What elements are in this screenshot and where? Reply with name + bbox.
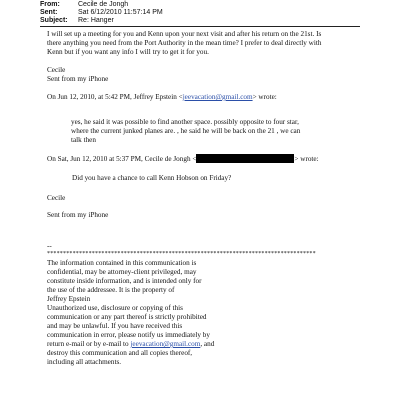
- sent-label: Sent:: [40, 9, 58, 16]
- disclaimer-line: communication in error, please notify us immediately by: [47, 331, 210, 339]
- reply-line: where the current junked planes are. , he said he will be back on the 21 , we can: [71, 127, 301, 135]
- email-link[interactable]: jeevacation@gmail.com: [182, 93, 253, 101]
- sent-from: Sent from my iPhone: [47, 75, 109, 83]
- from-label: From:: [40, 1, 60, 8]
- signature-dashes: --: [47, 242, 52, 250]
- redaction-box: [196, 154, 294, 163]
- subject-value: Re: Hanger: [78, 17, 114, 24]
- disclaimer-line: communication or any part thereof is strictly prohibited: [47, 313, 207, 321]
- reply-line: yes, he said it was possible to find another space. possibly opposite to four star,: [71, 118, 299, 126]
- signature: Cecile: [47, 194, 66, 202]
- sent-from: Sent from my iPhone: [47, 211, 109, 219]
- subject-row: [40, 16, 114, 25]
- disclaimer-line: The information contained in this communication is: [47, 259, 197, 267]
- from-value: Cecile de Jongh: [78, 1, 129, 8]
- header-divider: [40, 26, 360, 27]
- subject-label: Subject:: [40, 17, 68, 24]
- body-line: Kenn but if you want any info I will try to get it for you.: [47, 48, 209, 56]
- reply-line: Did you have a chance to call Kenn Hobson on Friday?: [72, 174, 232, 182]
- disclaimer-line: and may be unlawful. If you have received this: [47, 322, 183, 330]
- reply-line: talk then: [71, 136, 96, 144]
- disclaimer-line: including all attachments.: [47, 358, 122, 366]
- quote-header: On Jun 12, 2010, at 5:42 PM, Jeffrey Epstein <jeevacation@gmail.com> wrote:: [47, 93, 277, 101]
- signature: Cecile: [47, 66, 66, 74]
- disclaimer-line: destroy this communication and all copies thereof,: [47, 349, 193, 357]
- disclaimer-line: the use of the addressee. It is the property of: [47, 286, 175, 294]
- sent-value: Sat 6/12/2010 11:57:14 PM: [78, 9, 163, 16]
- stars-divider: ************************************************************************************: [47, 251, 316, 257]
- email-link[interactable]: jeevacation@gmail.com: [130, 340, 201, 348]
- disclaimer-line: Jeffrey Epstein: [47, 295, 91, 303]
- body-line: there anything you need from the Port Authority in the mean time? I prefer to deal directly with: [47, 39, 322, 47]
- body-line: I will set up a meeting for you and Kenn upon your next visit and after his return on the 21st. Is: [47, 30, 322, 38]
- disclaimer-line: return e-mail or by e-mail to jeevacation@gmail.com, and: [47, 340, 215, 348]
- disclaimer-line: constitute inside information, and is intended only for: [47, 277, 202, 285]
- quote-header: On Sat, Jun 12, 2010 at 5:37 PM, Cecile de Jongh < > wrote:: [47, 155, 319, 163]
- disclaimer-line: Unauthorized use, disclosure or copying of this: [47, 304, 183, 312]
- disclaimer-line: confidential, may be attorney-client privileged, may: [47, 268, 197, 276]
